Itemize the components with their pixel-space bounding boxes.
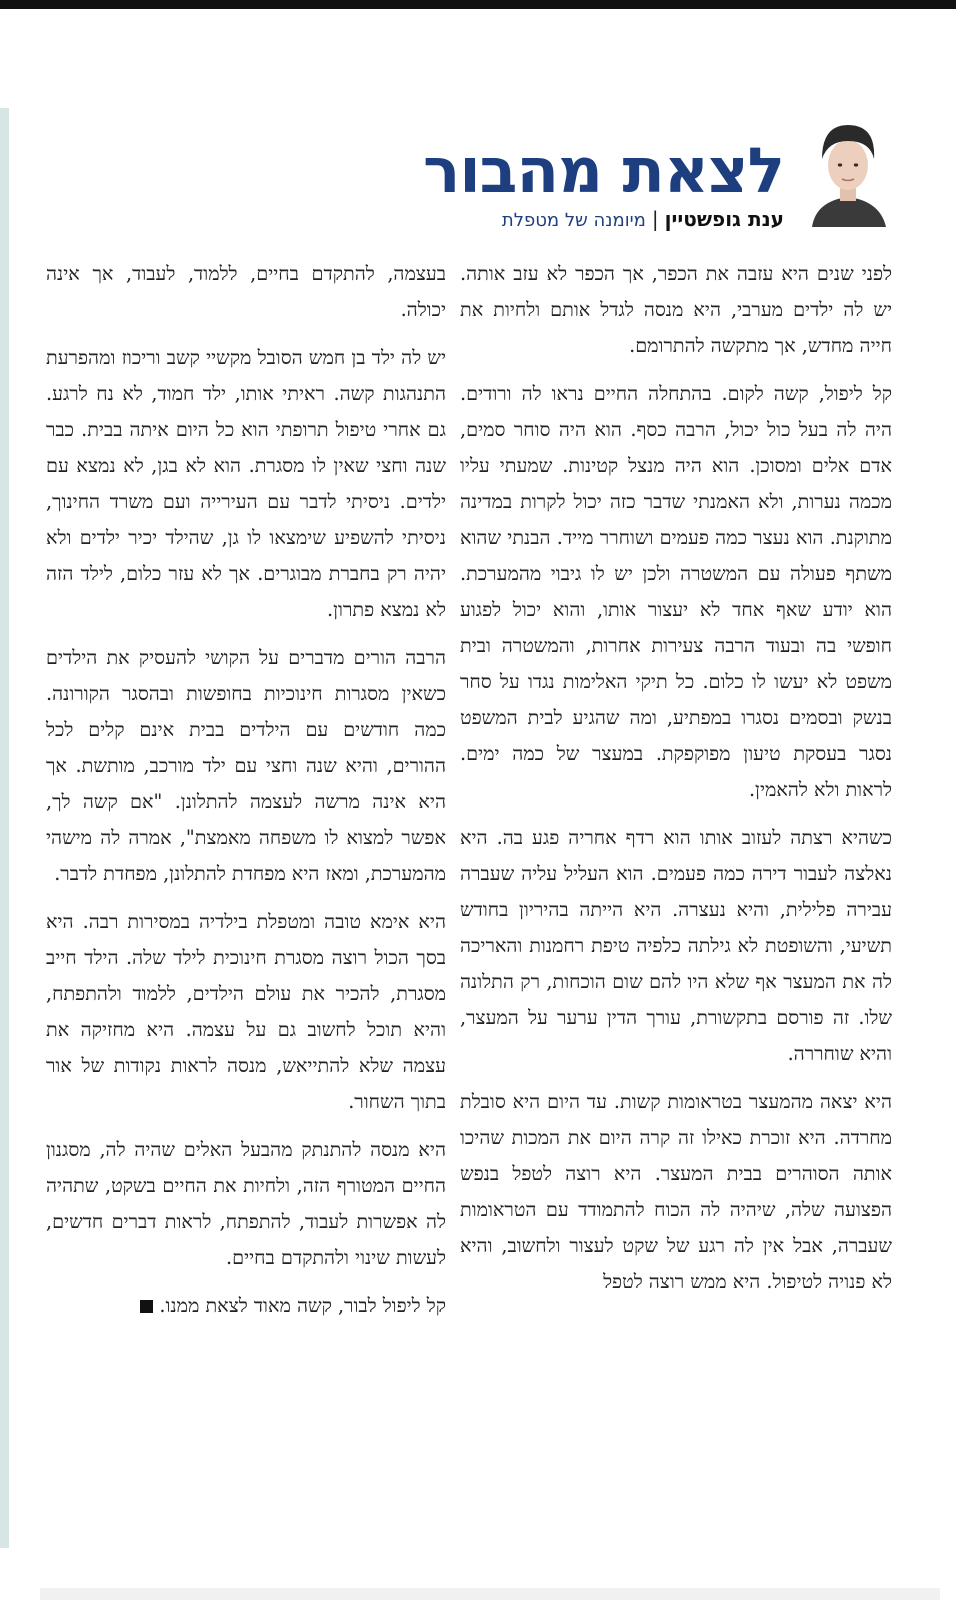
article-paragraph: קל ליפול, קשה לקום. בהתחלה החיים נראו לה ורודים. היה לה בעל כול יכול, הרבה כסף. הוא היה סוחר סמים, אדם אלים ומסוכן. הוא היה מנצל קטינות. שמעתי עליו מכמה נערות, ולא האמנתי שדבר כזה יכול לקרות במדינה מתוקנת. הוא נעצר כמה פעמים ושוחרר מייד. הבנתי שהוא משתף פעולה עם המשטרה ולכן יש לו גיבוי מהמערכת. הוא יודע שאף אחד לא יעצור אותו, והוא יכול לפגוע חופשי בה ובעוד הרבה צעירות אחרות, והמשטרה ובית משפט לא יעשו לו כלום. כל תיקי האלימות נגדו על סחר בנשק ובסמים נסגרו במפתיע, ומה שהגיע לבית המשפט נסגר בעסקת טיעון מפוקפקת. במעצר של כמה ימים. לראות ולא להאמין. bbox=[460, 382, 892, 801]
article-paragraph: היא אימא טובה ומטפלת בילדיה במסירות רבה. היא בסך הכול רוצה מסגרת חינוכית לילד שלה. הילד חייב מסגרת, להכיר את עולם הילדים, ללמוד ולהתפתח, והיא תוכל לחשוב גם על עצמה. היא מחזיקה את עצמה שלא להתייאש, מנסה לראות נקודות של אור בתוך השחור. bbox=[46, 910, 446, 1113]
article-column-right bbox=[460, 256, 892, 1312]
article-paragraph: היא מנסה להתנתק מהבעל האלים שהיה לה, מסגנון החיים המטורף הזה, ולחיות את החיים בשקט, שתהיה לה אפשרות לעבוד, להתפתח, לראות דברים חדשים, לעשות שינוי ולהתקדם בחיים. bbox=[46, 1138, 446, 1269]
next-article-edge bbox=[40, 1588, 940, 1600]
page-edge-strip bbox=[0, 108, 9, 1548]
closing-line: קל ליפול לבור, קשה מאוד לצאת ממנו. bbox=[159, 1294, 446, 1317]
column-subtitle: מיומנה של מטפלת bbox=[501, 210, 646, 231]
article-paragraph: הרבה הורים מדברים על הקושי להעסיק את הילדים כשאין מסגרות חינוכיות בחופשות ובהסגר הקורונה. כמה חודשים עם הילדים בבית אינם קלים לכל ההורים, והיא שנה וחצי עם ילד מורכב, מותשת. אך היא אינה מרשה לעצמה להתלונן. "אם קשה לך, אפשר למצוא לו משפחה מאמצת", אמרה לה מישהי מהמערכת, ומאז היא מפחדת להתלונן, מפחדת לדבר. bbox=[46, 646, 446, 885]
byline bbox=[502, 206, 784, 234]
byline-separator: | bbox=[651, 207, 659, 231]
article-paragraph: כשהיא רצתה לעזוב אותו הוא רדף אחריה פגע בה. היא נאלצה לעבור דירה כמה פעמים. הוא העליל עליה שעברה עבירה פלילית, והיא נעצרה. היא הייתה בהיריון בחודש תשיעי, והשופטת לא גילתה כלפיה טיפת רחמנות והאריכה לה את המעצר אף שלא היו להם שום הוכחות, רק התלונה שלו. זה פורסם בתקשורת, עורך הדין ערער על המעצר, והיא שוחררה. bbox=[460, 826, 892, 1065]
article-closing-paragraph bbox=[46, 1288, 446, 1324]
article-paragraph: יש לה ילד בן חמש הסובל מקשיי קשב וריכוז ומהפרעת התנהגות קשה. ראיתי אותו, ילד חמוד, לא נח לרגע. גם אחרי טיפול תרופתי הוא כל היום איתה בבית. כבר שנה וחצי שאין לו מסגרת. הוא לא בגן, לא נמצא עם ילדים. ניסיתי לדבר עם העירייה ועם משרד החינוך, ניסיתי להשפיע שימצאו לו גן, שהילד יכיר ילדים ולא יהיה רק בחברת מבוגרים. אך לא עזר כלום, לילד הזה לא נמצא פתרון. bbox=[46, 346, 446, 621]
article-paragraph: לפני שנים היא עזבה את הכפר, אך הכפר לא עזב אותה. יש לה ילדים מערבי, היא מנסה לגדל אותם ולחיות את חייה מחדש, אך מתקשה להתרומם. bbox=[460, 262, 892, 357]
author-name: ענת גופשטיין bbox=[664, 207, 784, 231]
author-portrait bbox=[806, 115, 890, 227]
column-title: לצאת מהבור bbox=[423, 134, 784, 207]
top-border bbox=[0, 0, 956, 9]
article-column-left bbox=[46, 256, 446, 1336]
article-paragraph: היא יצאה מהמעצר בטראומות קשות. עד היום היא סובלת מחרדה. היא זוכרת כאילו זה קרה היום את המכות שהיכו אותה הסוהרים בבית המעצר. היא רוצה לטפל בנפש הפצועה שלה, שיהיה לה הכוח להתמודד עם הטראומות שעברה, אבל אין לה רגע של שקט לעצור ולחשוב, והיא לא פנויה לטיפול. היא ממש רוצה לטפל bbox=[460, 1090, 892, 1293]
end-of-article-mark bbox=[140, 1300, 153, 1313]
article-paragraph: בעצמה, להתקדם בחיים, ללמוד, לעבוד, אך אינה יכולה. bbox=[46, 262, 446, 321]
